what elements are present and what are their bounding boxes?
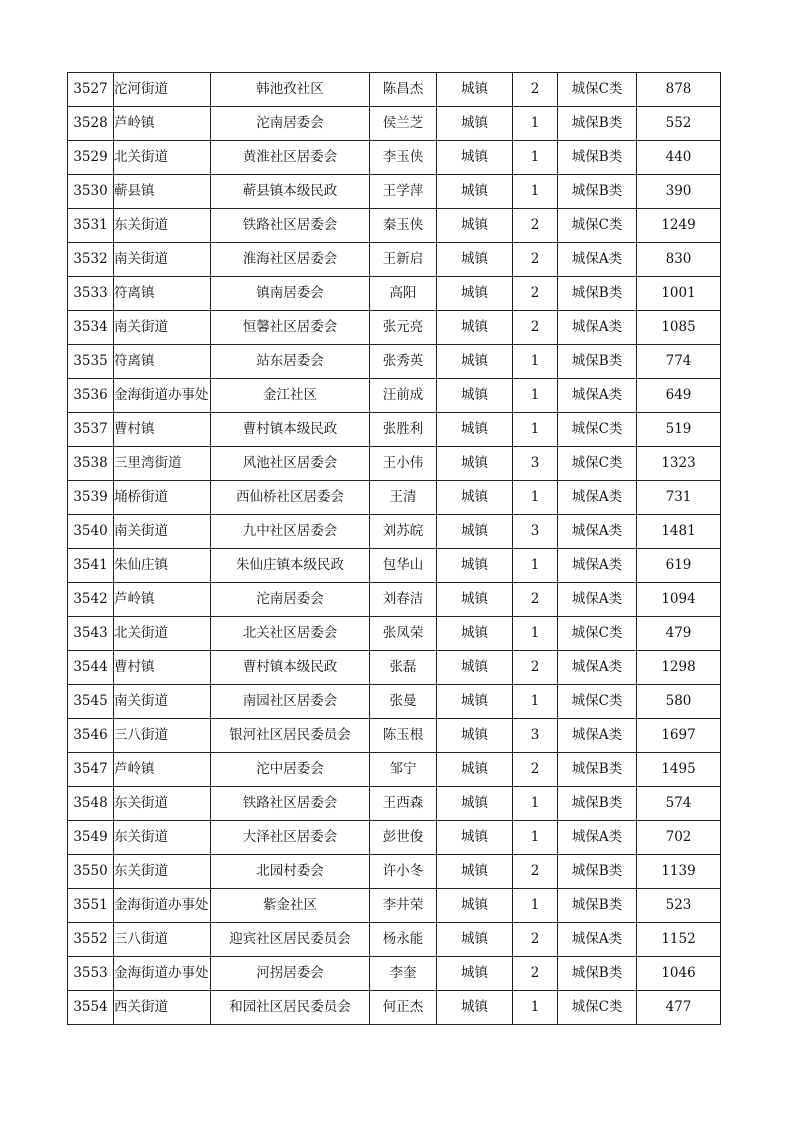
person-name-cell: 张元亮 bbox=[370, 311, 437, 345]
record-id-cell: 3538 bbox=[68, 447, 114, 481]
member-count-cell: 1 bbox=[513, 413, 558, 447]
community-cell: 北园村委会 bbox=[211, 855, 370, 889]
member-count-cell: 2 bbox=[513, 277, 558, 311]
table-row bbox=[68, 549, 721, 583]
member-count-cell: 2 bbox=[513, 311, 558, 345]
person-name-cell: 刘春洁 bbox=[370, 583, 437, 617]
street-cell: 西关街道 bbox=[114, 991, 211, 1025]
community-cell: 韩池孜社区 bbox=[211, 73, 370, 107]
table-row bbox=[68, 787, 721, 821]
member-count-cell: 3 bbox=[513, 719, 558, 753]
table-row bbox=[68, 923, 721, 957]
record-id-cell: 3552 bbox=[68, 923, 114, 957]
amount-cell: 1323 bbox=[637, 447, 721, 481]
category-cell: 城保B类 bbox=[558, 753, 637, 787]
category-cell: 城保B类 bbox=[558, 277, 637, 311]
category-cell: 城保B类 bbox=[558, 141, 637, 175]
household-type-cell: 城镇 bbox=[437, 821, 513, 855]
amount-cell: 552 bbox=[637, 107, 721, 141]
street-cell: 曹村镇 bbox=[114, 651, 211, 685]
community-cell: 铁路社区居委会 bbox=[211, 209, 370, 243]
street-cell: 沱河街道 bbox=[114, 73, 211, 107]
household-type-cell: 城镇 bbox=[437, 413, 513, 447]
member-count-cell: 1 bbox=[513, 107, 558, 141]
street-cell: 三八街道 bbox=[114, 923, 211, 957]
member-count-cell: 1 bbox=[513, 175, 558, 209]
record-id-cell: 3527 bbox=[68, 73, 114, 107]
person-name-cell: 包华山 bbox=[370, 549, 437, 583]
household-type-cell: 城镇 bbox=[437, 277, 513, 311]
community-cell: 站东居委会 bbox=[211, 345, 370, 379]
household-type-cell: 城镇 bbox=[437, 345, 513, 379]
person-name-cell: 王新启 bbox=[370, 243, 437, 277]
amount-cell: 390 bbox=[637, 175, 721, 209]
record-id-cell: 3545 bbox=[68, 685, 114, 719]
table-row bbox=[68, 651, 721, 685]
community-cell: 风池社区居委会 bbox=[211, 447, 370, 481]
community-cell: 恒馨社区居委会 bbox=[211, 311, 370, 345]
household-type-cell: 城镇 bbox=[437, 549, 513, 583]
table-row bbox=[68, 481, 721, 515]
community-cell: 南园社区居委会 bbox=[211, 685, 370, 719]
member-count-cell: 1 bbox=[513, 549, 558, 583]
table-row bbox=[68, 277, 721, 311]
community-cell: 黄淮社区居委会 bbox=[211, 141, 370, 175]
household-type-cell: 城镇 bbox=[437, 175, 513, 209]
record-id-cell: 3544 bbox=[68, 651, 114, 685]
community-cell: 沱南居委会 bbox=[211, 583, 370, 617]
household-type-cell: 城镇 bbox=[437, 685, 513, 719]
amount-cell: 1481 bbox=[637, 515, 721, 549]
street-cell: 北关街道 bbox=[114, 617, 211, 651]
table-row bbox=[68, 413, 721, 447]
table-row bbox=[68, 379, 721, 413]
household-type-cell: 城镇 bbox=[437, 583, 513, 617]
category-cell: 城保A类 bbox=[558, 923, 637, 957]
member-count-cell: 3 bbox=[513, 447, 558, 481]
household-type-cell: 城镇 bbox=[437, 991, 513, 1025]
table-row bbox=[68, 73, 721, 107]
record-id-cell: 3549 bbox=[68, 821, 114, 855]
community-cell: 紫金社区 bbox=[211, 889, 370, 923]
amount-cell: 440 bbox=[637, 141, 721, 175]
amount-cell: 1001 bbox=[637, 277, 721, 311]
amount-cell: 830 bbox=[637, 243, 721, 277]
category-cell: 城保C类 bbox=[558, 413, 637, 447]
record-id-cell: 3534 bbox=[68, 311, 114, 345]
amount-cell: 731 bbox=[637, 481, 721, 515]
category-cell: 城保A类 bbox=[558, 481, 637, 515]
table-row bbox=[68, 685, 721, 719]
amount-cell: 574 bbox=[637, 787, 721, 821]
community-cell: 北关社区居委会 bbox=[211, 617, 370, 651]
street-cell: 东关街道 bbox=[114, 821, 211, 855]
amount-cell: 1152 bbox=[637, 923, 721, 957]
community-cell: 蕲县镇本级民政 bbox=[211, 175, 370, 209]
table-row bbox=[68, 175, 721, 209]
amount-cell: 878 bbox=[637, 73, 721, 107]
street-cell: 东关街道 bbox=[114, 209, 211, 243]
table-row bbox=[68, 107, 721, 141]
person-name-cell: 高阳 bbox=[370, 277, 437, 311]
category-cell: 城保C类 bbox=[558, 73, 637, 107]
member-count-cell: 1 bbox=[513, 685, 558, 719]
table-row bbox=[68, 991, 721, 1025]
category-cell: 城保A类 bbox=[558, 651, 637, 685]
member-count-cell: 1 bbox=[513, 481, 558, 515]
record-id-cell: 3530 bbox=[68, 175, 114, 209]
category-cell: 城保A类 bbox=[558, 583, 637, 617]
amount-cell: 1495 bbox=[637, 753, 721, 787]
street-cell: 南关街道 bbox=[114, 515, 211, 549]
table-row bbox=[68, 209, 721, 243]
amount-cell: 702 bbox=[637, 821, 721, 855]
category-cell: 城保B类 bbox=[558, 855, 637, 889]
street-cell: 南关街道 bbox=[114, 243, 211, 277]
street-cell: 朱仙庄镇 bbox=[114, 549, 211, 583]
record-id-cell: 3539 bbox=[68, 481, 114, 515]
street-cell: 金海街道办事处 bbox=[114, 889, 211, 923]
member-count-cell: 2 bbox=[513, 651, 558, 685]
member-count-cell: 2 bbox=[513, 583, 558, 617]
community-cell: 沱中居委会 bbox=[211, 753, 370, 787]
record-id-cell: 3532 bbox=[68, 243, 114, 277]
amount-cell: 519 bbox=[637, 413, 721, 447]
household-type-cell: 城镇 bbox=[437, 107, 513, 141]
household-type-cell: 城镇 bbox=[437, 719, 513, 753]
person-name-cell: 许小冬 bbox=[370, 855, 437, 889]
household-type-cell: 城镇 bbox=[437, 651, 513, 685]
records-table bbox=[67, 72, 721, 1025]
community-cell: 淮海社区居委会 bbox=[211, 243, 370, 277]
member-count-cell: 1 bbox=[513, 889, 558, 923]
household-type-cell: 城镇 bbox=[437, 379, 513, 413]
community-cell: 河拐居委会 bbox=[211, 957, 370, 991]
table-row bbox=[68, 515, 721, 549]
community-cell: 九中社区居委会 bbox=[211, 515, 370, 549]
table-row bbox=[68, 447, 721, 481]
household-type-cell: 城镇 bbox=[437, 787, 513, 821]
amount-cell: 1094 bbox=[637, 583, 721, 617]
street-cell: 东关街道 bbox=[114, 855, 211, 889]
category-cell: 城保B类 bbox=[558, 175, 637, 209]
table-row bbox=[68, 753, 721, 787]
amount-cell: 477 bbox=[637, 991, 721, 1025]
record-id-cell: 3548 bbox=[68, 787, 114, 821]
member-count-cell: 2 bbox=[513, 855, 558, 889]
community-cell: 金江社区 bbox=[211, 379, 370, 413]
household-type-cell: 城镇 bbox=[437, 617, 513, 651]
amount-cell: 649 bbox=[637, 379, 721, 413]
household-type-cell: 城镇 bbox=[437, 481, 513, 515]
community-cell: 铁路社区居委会 bbox=[211, 787, 370, 821]
community-cell: 迎宾社区居民委员会 bbox=[211, 923, 370, 957]
member-count-cell: 2 bbox=[513, 923, 558, 957]
street-cell: 埇桥街道 bbox=[114, 481, 211, 515]
record-id-cell: 3553 bbox=[68, 957, 114, 991]
record-id-cell: 3542 bbox=[68, 583, 114, 617]
community-cell: 银河社区居民委员会 bbox=[211, 719, 370, 753]
person-name-cell: 侯兰芝 bbox=[370, 107, 437, 141]
person-name-cell: 王小伟 bbox=[370, 447, 437, 481]
category-cell: 城保A类 bbox=[558, 821, 637, 855]
category-cell: 城保A类 bbox=[558, 311, 637, 345]
amount-cell: 1298 bbox=[637, 651, 721, 685]
household-type-cell: 城镇 bbox=[437, 209, 513, 243]
table-row bbox=[68, 889, 721, 923]
street-cell: 北关街道 bbox=[114, 141, 211, 175]
household-type-cell: 城镇 bbox=[437, 753, 513, 787]
person-name-cell: 邹宁 bbox=[370, 753, 437, 787]
table-row bbox=[68, 141, 721, 175]
household-type-cell: 城镇 bbox=[437, 447, 513, 481]
member-count-cell: 1 bbox=[513, 379, 558, 413]
community-cell: 西仙桥社区居委会 bbox=[211, 481, 370, 515]
community-cell: 镇南居委会 bbox=[211, 277, 370, 311]
member-count-cell: 1 bbox=[513, 787, 558, 821]
community-cell: 沱南居委会 bbox=[211, 107, 370, 141]
member-count-cell: 2 bbox=[513, 243, 558, 277]
record-id-cell: 3533 bbox=[68, 277, 114, 311]
member-count-cell: 2 bbox=[513, 209, 558, 243]
category-cell: 城保A类 bbox=[558, 379, 637, 413]
amount-cell: 523 bbox=[637, 889, 721, 923]
person-name-cell: 陈昌杰 bbox=[370, 73, 437, 107]
category-cell: 城保A类 bbox=[558, 549, 637, 583]
person-name-cell: 张胜利 bbox=[370, 413, 437, 447]
person-name-cell: 何正杰 bbox=[370, 991, 437, 1025]
person-name-cell: 陈玉根 bbox=[370, 719, 437, 753]
member-count-cell: 2 bbox=[513, 753, 558, 787]
record-id-cell: 3528 bbox=[68, 107, 114, 141]
person-name-cell: 张秀英 bbox=[370, 345, 437, 379]
person-name-cell: 张凤荣 bbox=[370, 617, 437, 651]
member-count-cell: 1 bbox=[513, 617, 558, 651]
category-cell: 城保B类 bbox=[558, 787, 637, 821]
household-type-cell: 城镇 bbox=[437, 141, 513, 175]
street-cell: 三里湾街道 bbox=[114, 447, 211, 481]
amount-cell: 479 bbox=[637, 617, 721, 651]
table-row bbox=[68, 243, 721, 277]
member-count-cell: 1 bbox=[513, 991, 558, 1025]
record-id-cell: 3541 bbox=[68, 549, 114, 583]
amount-cell: 1085 bbox=[637, 311, 721, 345]
household-type-cell: 城镇 bbox=[437, 73, 513, 107]
street-cell: 东关街道 bbox=[114, 787, 211, 821]
household-type-cell: 城镇 bbox=[437, 957, 513, 991]
person-name-cell: 王学萍 bbox=[370, 175, 437, 209]
street-cell: 南关街道 bbox=[114, 311, 211, 345]
street-cell: 南关街道 bbox=[114, 685, 211, 719]
amount-cell: 774 bbox=[637, 345, 721, 379]
category-cell: 城保C类 bbox=[558, 447, 637, 481]
member-count-cell: 1 bbox=[513, 141, 558, 175]
person-name-cell: 李玉侠 bbox=[370, 141, 437, 175]
community-cell: 曹村镇本级民政 bbox=[211, 651, 370, 685]
street-cell: 金海街道办事处 bbox=[114, 379, 211, 413]
table-row bbox=[68, 957, 721, 991]
person-name-cell: 李井荣 bbox=[370, 889, 437, 923]
person-name-cell: 汪前成 bbox=[370, 379, 437, 413]
household-type-cell: 城镇 bbox=[437, 889, 513, 923]
street-cell: 符离镇 bbox=[114, 277, 211, 311]
street-cell: 芦岭镇 bbox=[114, 583, 211, 617]
amount-cell: 580 bbox=[637, 685, 721, 719]
record-id-cell: 3554 bbox=[68, 991, 114, 1025]
table-row bbox=[68, 345, 721, 379]
community-cell: 朱仙庄镇本级民政 bbox=[211, 549, 370, 583]
person-name-cell: 秦玉侠 bbox=[370, 209, 437, 243]
category-cell: 城保A类 bbox=[558, 719, 637, 753]
street-cell: 三八街道 bbox=[114, 719, 211, 753]
household-type-cell: 城镇 bbox=[437, 515, 513, 549]
street-cell: 芦岭镇 bbox=[114, 753, 211, 787]
table-row bbox=[68, 617, 721, 651]
table-row bbox=[68, 855, 721, 889]
table-row bbox=[68, 311, 721, 345]
category-cell: 城保A类 bbox=[558, 515, 637, 549]
household-type-cell: 城镇 bbox=[437, 855, 513, 889]
table-body bbox=[68, 73, 721, 1025]
record-id-cell: 3536 bbox=[68, 379, 114, 413]
person-name-cell: 李奎 bbox=[370, 957, 437, 991]
category-cell: 城保B类 bbox=[558, 889, 637, 923]
record-id-cell: 3535 bbox=[68, 345, 114, 379]
record-id-cell: 3551 bbox=[68, 889, 114, 923]
community-cell: 和园社区居民委员会 bbox=[211, 991, 370, 1025]
category-cell: 城保B类 bbox=[558, 345, 637, 379]
member-count-cell: 3 bbox=[513, 515, 558, 549]
table-row bbox=[68, 719, 721, 753]
record-id-cell: 3531 bbox=[68, 209, 114, 243]
record-id-cell: 3550 bbox=[68, 855, 114, 889]
community-cell: 大泽社区居委会 bbox=[211, 821, 370, 855]
person-name-cell: 张曼 bbox=[370, 685, 437, 719]
table-row bbox=[68, 821, 721, 855]
record-id-cell: 3540 bbox=[68, 515, 114, 549]
person-name-cell: 王清 bbox=[370, 481, 437, 515]
amount-cell: 1249 bbox=[637, 209, 721, 243]
street-cell: 芦岭镇 bbox=[114, 107, 211, 141]
category-cell: 城保C类 bbox=[558, 617, 637, 651]
household-type-cell: 城镇 bbox=[437, 923, 513, 957]
category-cell: 城保C类 bbox=[558, 209, 637, 243]
household-type-cell: 城镇 bbox=[437, 311, 513, 345]
street-cell: 符离镇 bbox=[114, 345, 211, 379]
street-cell: 金海街道办事处 bbox=[114, 957, 211, 991]
amount-cell: 1697 bbox=[637, 719, 721, 753]
person-name-cell: 彭世俊 bbox=[370, 821, 437, 855]
record-id-cell: 3529 bbox=[68, 141, 114, 175]
person-name-cell: 刘苏皖 bbox=[370, 515, 437, 549]
table-row bbox=[68, 583, 721, 617]
category-cell: 城保B类 bbox=[558, 107, 637, 141]
person-name-cell: 张磊 bbox=[370, 651, 437, 685]
record-id-cell: 3547 bbox=[68, 753, 114, 787]
amount-cell: 1139 bbox=[637, 855, 721, 889]
member-count-cell: 1 bbox=[513, 345, 558, 379]
person-name-cell: 王西森 bbox=[370, 787, 437, 821]
category-cell: 城保A类 bbox=[558, 243, 637, 277]
member-count-cell: 2 bbox=[513, 73, 558, 107]
amount-cell: 1046 bbox=[637, 957, 721, 991]
community-cell: 曹村镇本级民政 bbox=[211, 413, 370, 447]
amount-cell: 619 bbox=[637, 549, 721, 583]
category-cell: 城保B类 bbox=[558, 957, 637, 991]
category-cell: 城保C类 bbox=[558, 991, 637, 1025]
record-id-cell: 3543 bbox=[68, 617, 114, 651]
record-id-cell: 3546 bbox=[68, 719, 114, 753]
street-cell: 曹村镇 bbox=[114, 413, 211, 447]
household-type-cell: 城镇 bbox=[437, 243, 513, 277]
person-name-cell: 杨永能 bbox=[370, 923, 437, 957]
street-cell: 蕲县镇 bbox=[114, 175, 211, 209]
record-id-cell: 3537 bbox=[68, 413, 114, 447]
member-count-cell: 1 bbox=[513, 821, 558, 855]
category-cell: 城保C类 bbox=[558, 685, 637, 719]
member-count-cell: 2 bbox=[513, 957, 558, 991]
